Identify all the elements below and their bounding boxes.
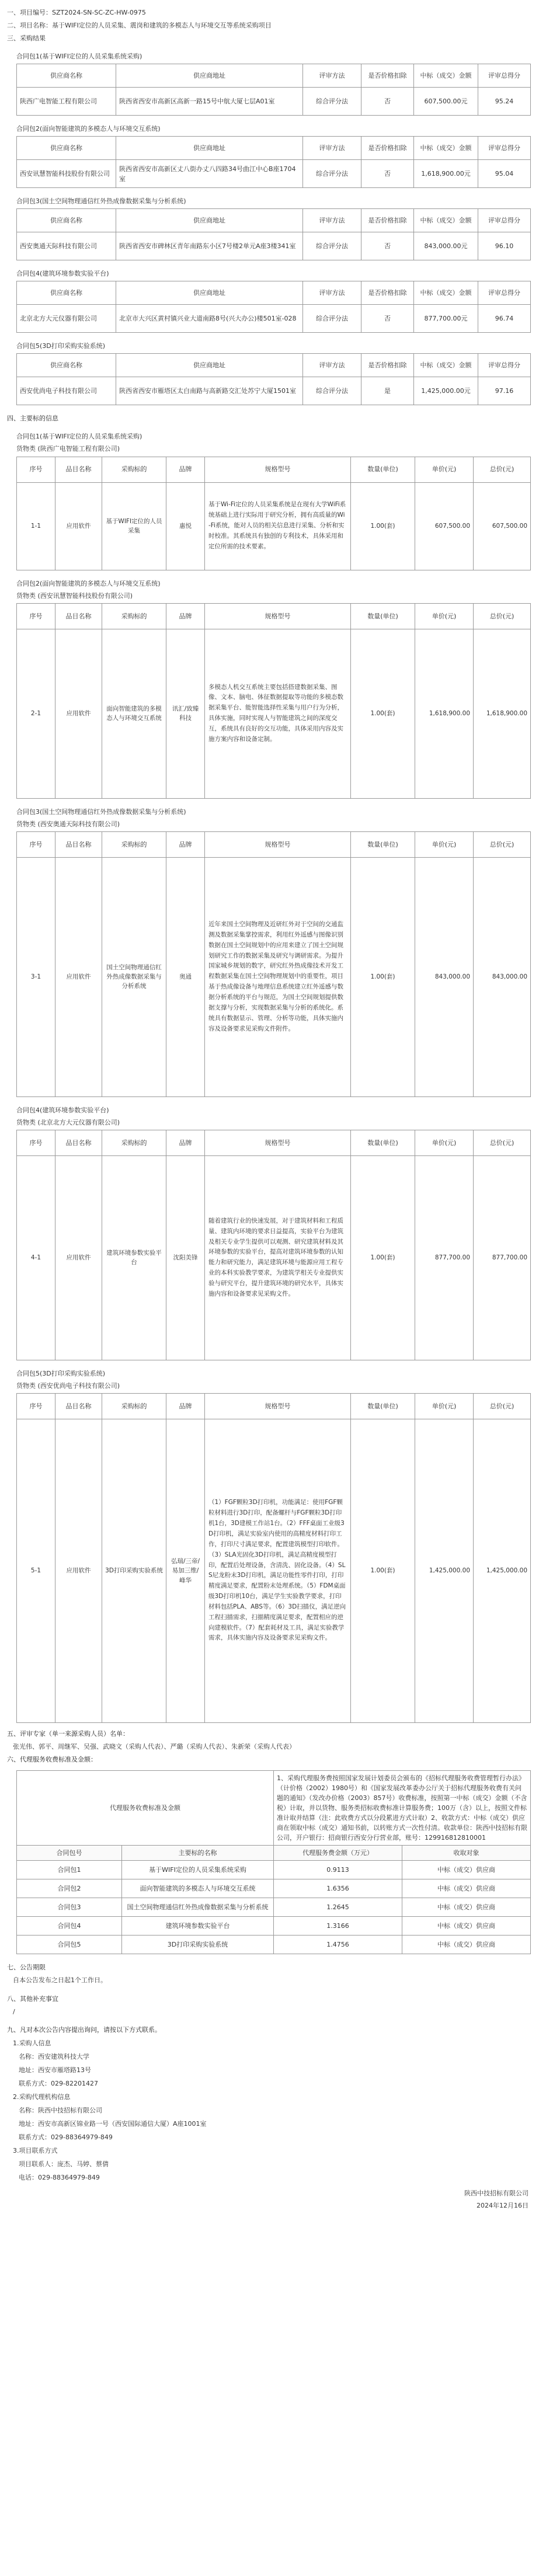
supplier-table-header: 供应商名称 xyxy=(17,64,116,88)
product-table-header: 数量(单位) xyxy=(351,457,415,482)
product-package-label: 合同包1(基于WIFI定位的人员采集系统采购) xyxy=(16,433,142,441)
supplier-package-label: 合同包3(国土空间物理通信红外热成像数据采集与分析系统) xyxy=(16,197,186,206)
table-row xyxy=(17,377,531,405)
agency-fee-cell: 1.6356 xyxy=(274,1879,402,1898)
supplier-table-header: 评审方法 xyxy=(303,137,361,160)
supplier-table-header: 中标（成交）金额 xyxy=(414,281,478,305)
product-supplier-label: 货物类 (西安优尚电子科技有限公司) xyxy=(16,1381,120,1390)
project-name: 二、项目名称：基于WIFI定位的人员采集、震岗和建筑的多模态人与环境交互等系统采购项目 xyxy=(7,22,272,30)
product-table-header: 单价(元) xyxy=(415,457,474,482)
product-cell: 基于Wi-Fi定位的人员采集系统是在现有大学WiFi系统基础上进行实际用于研究分析，拥有高质量的Wi-Fi系统，能对人员的相关信息进行采集、分析和实时校准。其系统具有独创的专利技术，具体采用和定位所需的技术要素。 xyxy=(205,482,351,570)
supplier-cell: 1,425,000.00元 xyxy=(414,377,478,405)
footer-signature xyxy=(7,2188,532,2211)
period-text: 自本公告发布之日起1个工作日。 xyxy=(13,1976,107,1985)
product-table-header: 品目名称 xyxy=(55,457,102,482)
footer-date: 2024年12月16日 xyxy=(477,2202,528,2210)
agency-fee-cell: 中标（成交）供应商 xyxy=(402,1917,531,1936)
supplier-cell: 96.74 xyxy=(478,305,531,333)
table-row xyxy=(17,1936,531,1954)
supplier-table-header: 评审方法 xyxy=(303,354,361,377)
product-table-header: 品目名称 xyxy=(55,831,102,857)
agency-header-amount: 代理服务费金额（万元） xyxy=(274,1846,402,1861)
agency-fee-cell: 1.2645 xyxy=(274,1898,402,1917)
table-row xyxy=(17,1155,531,1360)
product-table-header: 规格型号 xyxy=(205,603,351,629)
supplier-table-header: 中标（成交）金额 xyxy=(414,137,478,160)
section-heading-agency-fee: 六、代理服务收费标准及金额： xyxy=(7,1755,97,1763)
agency-address: 地址：西安市高新区锦业路一号（西安国际通信大厦）A座1001室 xyxy=(19,2119,207,2128)
supplier-table xyxy=(16,208,531,260)
product-table xyxy=(16,603,531,799)
other-text: / xyxy=(13,2007,15,2015)
agency-fee-cell: 合同包5 xyxy=(17,1936,122,1954)
product-cell: 3-1 xyxy=(17,857,55,1096)
product-package-label: 合同包2(面向智能建筑的多模态人与环境交互系统) xyxy=(16,579,161,587)
product-table-header: 采购标的 xyxy=(102,831,166,857)
agency-fee-cell: 基于WIFI定位的人员采集系统采购 xyxy=(122,1861,274,1879)
agency-fee-table xyxy=(16,1770,531,1954)
supplier-cell: 西安奥通天际科技有限公司 xyxy=(17,232,116,260)
agency-title: 2.采购代理机构信息 xyxy=(13,2093,71,2101)
product-table-header: 数量(单位) xyxy=(351,603,415,629)
supplier-cell: 综合评分法 xyxy=(303,88,361,116)
product-table-header: 数量(单位) xyxy=(351,831,415,857)
suppliers-block xyxy=(7,51,532,405)
product-table-header: 序号 xyxy=(17,457,55,482)
project-contact-phone: 电话：029-88364979-849 xyxy=(19,2174,100,2182)
supplier-table-header: 评审总得分 xyxy=(478,209,531,232)
table-row xyxy=(17,1898,531,1917)
product-table-header: 数量(单位) xyxy=(351,1130,415,1155)
supplier-cell: 否 xyxy=(361,88,414,116)
section-heading-period: 七、公告期限 xyxy=(7,1964,46,1972)
product-table-header: 规格型号 xyxy=(205,457,351,482)
product-table-header: 总价(元) xyxy=(474,1393,531,1419)
product-cell: 843,000.00 xyxy=(474,857,531,1096)
product-cell: 应用软件 xyxy=(55,1155,102,1360)
supplier-cell: 否 xyxy=(361,160,414,188)
supplier-table-header: 评审方法 xyxy=(303,64,361,88)
agency-fee-cell: 0.9113 xyxy=(274,1861,402,1879)
agency-fee-cell: 3D打印采购实验系统 xyxy=(122,1936,274,1954)
product-cell: 应用软件 xyxy=(55,629,102,798)
product-table-header: 规格型号 xyxy=(205,831,351,857)
product-cell: 1.00(套) xyxy=(351,629,415,798)
product-cell: 弘瑞/三帝/易加三维/峰华 xyxy=(166,1419,205,1722)
product-package-label: 合同包3(国土空间物理通信红外热成像数据采集与分析系统) xyxy=(16,807,186,816)
agency-fee-cell: 建筑环境参数实验平台 xyxy=(122,1917,274,1936)
product-table-header: 单价(元) xyxy=(415,831,474,857)
product-table-header: 采购标的 xyxy=(102,603,166,629)
product-table-header: 品目名称 xyxy=(55,1130,102,1155)
product-package-label: 合同包5(3D打印采购实验系统) xyxy=(16,1369,106,1377)
supplier-table-header: 评审方法 xyxy=(303,281,361,305)
product-table-header: 采购标的 xyxy=(102,1130,166,1155)
supplier-table-header: 是否价格扣除 xyxy=(361,209,414,232)
product-cell: 877,700.00 xyxy=(474,1155,531,1360)
product-cell: 877,700.00 xyxy=(415,1155,474,1360)
product-table-header: 序号 xyxy=(17,603,55,629)
supplier-cell: 是 xyxy=(361,377,414,405)
product-table-header: 总价(元) xyxy=(474,603,531,629)
agency-fee-cell: 合同包2 xyxy=(17,1879,122,1898)
supplier-cell: 北京市大兴区黄村镇兴业大道南路8号(兴大办公)楼501室-028 xyxy=(116,305,303,333)
purchaser-title: 1.采购人信息 xyxy=(13,2039,51,2047)
product-cell: 奥通 xyxy=(166,857,205,1096)
product-cell: 随着建筑行业的快速发展，对于建筑材料和工程质量、建筑内环境的要求日益提高，实验平台为建筑及相关专业学生提供可以观测、研究建筑材料及其环境参数的实验平台，提高对建筑环境参数的认知能力和研究能力，满足建筑环境与能源应用工程专业的本科实验教学要求，为建筑学相关专业提供实验与研究平台，提升建筑环境的研究水平，具体实施内容和设备要求见采购文件。 xyxy=(205,1155,351,1360)
supplier-table xyxy=(16,281,531,333)
agency-header-payer: 收取对象 xyxy=(402,1846,531,1861)
product-cell: 应用软件 xyxy=(55,482,102,570)
agency-fee-cell: 中标（成交）供应商 xyxy=(402,1898,531,1917)
table-row xyxy=(17,1419,531,1722)
supplier-table-header: 供应商名称 xyxy=(17,281,116,305)
supplier-table-header: 供应商地址 xyxy=(116,281,303,305)
project-number: 一、项目编号：SZT2024-SN-SC-ZC-HW-0975 xyxy=(7,9,146,16)
supplier-table-header: 中标（成交）金额 xyxy=(414,354,478,377)
product-cell: 应用软件 xyxy=(55,1419,102,1722)
product-table-header: 总价(元) xyxy=(474,1130,531,1155)
purchaser-address: 地址：西安市雁塔路13号 xyxy=(19,2066,91,2074)
supplier-cell: 陕西省西安市高新区高新一路15号中航大厦七层A01室 xyxy=(116,88,303,116)
product-table-header: 采购标的 xyxy=(102,1393,166,1419)
supplier-cell: 1,618,900.00元 xyxy=(414,160,478,188)
supplier-cell: 95.04 xyxy=(478,160,531,188)
supplier-cell: 综合评分法 xyxy=(303,232,361,260)
product-table-header: 单价(元) xyxy=(415,1393,474,1419)
product-package-label: 合同包4(建筑环境参数实验平台) xyxy=(16,1106,109,1114)
purchaser-name: 名称：西安建筑科技大学 xyxy=(19,2052,89,2060)
table-row xyxy=(17,1861,531,1879)
supplier-table-header: 中标（成交）金额 xyxy=(414,64,478,88)
product-cell: 1.00(套) xyxy=(351,857,415,1096)
supplier-cell: 综合评分法 xyxy=(303,305,361,333)
product-table-header: 采购标的 xyxy=(102,457,166,482)
supplier-table xyxy=(16,353,531,405)
supplier-cell: 陕西省西安市碑林区青年南路东小区7号楼2单元A座3楼341室 xyxy=(116,232,303,260)
product-table-header: 品牌 xyxy=(166,603,205,629)
product-table-header: 品牌 xyxy=(166,831,205,857)
product-cell: 1.00(套) xyxy=(351,1155,415,1360)
product-cell: 沈阳美锋 xyxy=(166,1155,205,1360)
product-cell: 1-1 xyxy=(17,482,55,570)
supplier-table-header: 中标（成交）金额 xyxy=(414,209,478,232)
supplier-package-label: 合同包1(基于WIFI定位的人员采集系统采购) xyxy=(16,53,142,61)
product-table-header: 序号 xyxy=(17,831,55,857)
agency-fee-cell: 合同包3 xyxy=(17,1898,122,1917)
supplier-table-header: 评审总得分 xyxy=(478,281,531,305)
supplier-table-header: 是否价格扣除 xyxy=(361,137,414,160)
product-table-header: 数量(单位) xyxy=(351,1393,415,1419)
agency-fee-cell: 合同包1 xyxy=(17,1861,122,1879)
product-table-header: 品牌 xyxy=(166,1130,205,1155)
agency-fee-cell: 面向智能建筑的多模态人与环境交互系统 xyxy=(122,1879,274,1898)
product-table-header: 规格型号 xyxy=(205,1130,351,1155)
supplier-table-header: 是否价格扣除 xyxy=(361,281,414,305)
supplier-cell: 西安讯慧智能科技股份有限公司 xyxy=(17,160,116,188)
product-cell: 1,618,900.00 xyxy=(415,629,474,798)
supplier-table xyxy=(16,136,531,188)
product-cell: 2-1 xyxy=(17,629,55,798)
product-cell: 1,618,900.00 xyxy=(474,629,531,798)
supplier-table-header: 评审总得分 xyxy=(478,354,531,377)
product-table-header: 序号 xyxy=(17,1130,55,1155)
supplier-table-header: 供应商名称 xyxy=(17,354,116,377)
product-table-header: 单价(元) xyxy=(415,1130,474,1155)
product-cell: 607,500.00 xyxy=(474,482,531,570)
section-heading-results: 三、采购结果 xyxy=(7,34,46,43)
supplier-cell: 877,700.00元 xyxy=(414,305,478,333)
supplier-table-header: 供应商地址 xyxy=(116,354,303,377)
supplier-cell: 97.16 xyxy=(478,377,531,405)
supplier-cell: 607,500.00元 xyxy=(414,88,478,116)
supplier-package-label: 合同包4(建筑环境参数实验平台) xyxy=(16,270,109,278)
agency-fee-cell: 合同包4 xyxy=(17,1917,122,1936)
product-table-header: 序号 xyxy=(17,1393,55,1419)
agency-contact: 联系方式：029-88364979-849 xyxy=(19,2133,113,2141)
table-row xyxy=(17,1879,531,1898)
supplier-package-label: 合同包2(面向智能建筑的多模态人与环境交互系统) xyxy=(16,125,161,133)
supplier-table-header: 供应商地址 xyxy=(116,64,303,88)
product-table-header: 总价(元) xyxy=(474,457,531,482)
contacts-block xyxy=(7,2025,532,2183)
supplier-table-header: 是否价格扣除 xyxy=(361,354,414,377)
product-cell: 1,425,000.00 xyxy=(415,1419,474,1722)
section-heading-experts: 五、评审专家（单一来源采购人员）名单： xyxy=(7,1729,129,1738)
supplier-cell: 否 xyxy=(361,305,414,333)
product-table xyxy=(16,831,531,1097)
product-table-header: 品目名称 xyxy=(55,603,102,629)
product-cell: 多模态人机交互系统主要包括搭建数据采集、图像、文本、脑电、体征数据提取等功能的多模态数据采集平台、能智能选择性采集与用户行为分析，具体实施，同时实现人与智能建筑之间的深度交互，系统具有良好的交互功能，具体采用内容及实施方案内容和设备定制。 xyxy=(205,629,351,798)
product-cell: 4-1 xyxy=(17,1155,55,1360)
purchaser-contact: 联系方式：029-82201427 xyxy=(19,2079,98,2087)
footer-org: 陕西中技招标有限公司 xyxy=(464,2189,528,2198)
product-cell: 基于WIFI定位的人员采集 xyxy=(102,482,166,570)
supplier-cell: 陕西省西安市高新区丈八街办丈八四路34号曲江中心B座1704室 xyxy=(116,160,303,188)
agency-name: 名称：陕西中技招标有限公司 xyxy=(19,2106,102,2114)
product-supplier-label: 货物类 (陕西广电智能工程有限公司) xyxy=(16,445,120,453)
supplier-table-header: 供应商地址 xyxy=(116,209,303,232)
product-table xyxy=(16,1130,531,1360)
agency-fee-cell: 1.4756 xyxy=(274,1936,402,1954)
table-row xyxy=(17,482,531,570)
product-cell: 建筑环境参数实验平台 xyxy=(102,1155,166,1360)
product-supplier-label: 货物类 (西安奥通天际科技有限公司) xyxy=(16,820,120,828)
section-heading-other: 八、其他补充事宜 xyxy=(7,1994,58,2003)
table-row xyxy=(17,629,531,798)
product-table xyxy=(16,1393,531,1723)
project-contact-title: 3.项目联系方式 xyxy=(13,2147,58,2155)
agency-fee-cell: 中标（成交）供应商 xyxy=(402,1936,531,1954)
agency-fee-cell: 中标（成交）供应商 xyxy=(402,1861,531,1879)
product-cell: 1,425,000.00 xyxy=(474,1419,531,1722)
table-row xyxy=(17,1917,531,1936)
project-contact-person: 项目联系人：庞杰、马婷、蔡倩 xyxy=(19,2160,109,2168)
product-cell: 惠悦 xyxy=(166,482,205,570)
section-heading-contacts: 九、凡对本次公告内容提出询问，请按以下方式联系。 xyxy=(7,2025,161,2034)
agency-fee-cell: 国土空间物理通信红外热成像数据采集与分析系统 xyxy=(122,1898,274,1917)
product-table-header: 品牌 xyxy=(166,1393,205,1419)
supplier-table-header: 供应商名称 xyxy=(17,137,116,160)
product-cell: 607,500.00 xyxy=(415,482,474,570)
agency-fee-label: 代理服务收费标准及金额 xyxy=(17,1771,274,1846)
products-block xyxy=(7,431,532,1722)
supplier-package-label: 合同包5(3D打印采购实验系统) xyxy=(16,342,106,350)
product-cell: 1.00(套) xyxy=(351,482,415,570)
table-row xyxy=(17,857,531,1096)
product-cell: 国土空间物理通信红外热成像数据采集与分析系统 xyxy=(102,857,166,1096)
agency-header-package: 合同包号 xyxy=(17,1846,122,1861)
product-supplier-label: 货物类 (北京北方大元仪器有限公司) xyxy=(16,1118,120,1126)
supplier-cell: 否 xyxy=(361,232,414,260)
product-cell: （1）FGF颗粒3D打印机，功能满足：使用FGF颗粒材料进行3D打印，配备螺杆与FGF颗粒3D打印机1台，3D建模工作站1台。（2）FFF桌面工业级3D打印机，满足实验室内使用的高精度材料打印工作，打印尺寸满足要求，配置建筑模型打印软件。（3）SLA光固化3D打印机，满足高精度模型打印，配置后处理设备，含清洗、固化设备。（4）SLS尼龙粉末3D打印机，满足功能性零件打印，打印精度满足要求，配置粉末处理系统。（5）FDM桌面级3D打印机10台，满足学生实验教学要求，打印材料包括PLA、ABS等。（6）3D扫描仪，满足逆向工程扫描需求，扫描精度满足要求，配置相应的逆向建模软件。（7）配套耗材及工具，满足实验教学需求，具体实施内容及设备要求见采购文件。 xyxy=(205,1419,351,1722)
agency-fee-cell: 中标（成交）供应商 xyxy=(402,1879,531,1898)
agency-header-item: 主要标的名称 xyxy=(122,1846,274,1861)
product-table-header: 品目名称 xyxy=(55,1393,102,1419)
supplier-table-header: 供应商地址 xyxy=(116,137,303,160)
supplier-table xyxy=(16,64,531,116)
supplier-cell: 北京北方大元仪器有限公司 xyxy=(17,305,116,333)
product-cell: 应用软件 xyxy=(55,857,102,1096)
supplier-table-header: 评审总得分 xyxy=(478,64,531,88)
supplier-table-header: 评审总得分 xyxy=(478,137,531,160)
supplier-table-header: 是否价格扣除 xyxy=(361,64,414,88)
supplier-table-header: 评审方法 xyxy=(303,209,361,232)
product-table-header: 总价(元) xyxy=(474,831,531,857)
product-cell: 近年来国土空间物理及近研红外对于空间的交通监测及数据采集掌控需求，利用红外遥感与图像识别数据在国土空间规划中的应用来建立了国土空间规划研究工作的数据采集及研究与调研需求。为提升国家城乡规划的数字，研究红外热成像技术开发工程数据采集在国土空间物理规划中的重要性，项目基于热成像设备与地理信息系统建立红外遥感与数据分析系统的平台与规范，为国土空间规划提供数据支撑与分析，实现数据采集与分析的系统化。系统具有数据显示、管理、分析等功能，具体实施内容及设备要求见采购文件附件。 xyxy=(205,857,351,1096)
product-cell: 3D打印采购实验系统 xyxy=(102,1419,166,1722)
supplier-cell: 96.10 xyxy=(478,232,531,260)
product-cell: 5-1 xyxy=(17,1419,55,1722)
product-table-header: 单价(元) xyxy=(415,603,474,629)
supplier-cell: 95.24 xyxy=(478,88,531,116)
product-supplier-label: 货物类 (西安讯慧智能科技股份有限公司) xyxy=(16,591,133,600)
experts-list: 张光伟、郭平、周继军、吴强、武晓文（采购人代表）、严璐（采购人代表）、朱新荣（采购人代表） xyxy=(13,1742,295,1750)
table-row xyxy=(17,232,531,260)
supplier-cell: 陕西广电智能工程有限公司 xyxy=(17,88,116,116)
product-cell: 843,000.00 xyxy=(415,857,474,1096)
table-row xyxy=(17,88,531,116)
product-table-header: 规格型号 xyxy=(205,1393,351,1419)
product-table-header: 品牌 xyxy=(166,457,205,482)
product-cell: 面向智能建筑的多模态人与环境交互系统 xyxy=(102,629,166,798)
supplier-cell: 综合评分法 xyxy=(303,160,361,188)
product-cell: 讯汇/致臻科技 xyxy=(166,629,205,798)
agency-fee-cell: 1.3166 xyxy=(274,1917,402,1936)
supplier-cell: 综合评分法 xyxy=(303,377,361,405)
supplier-table-header: 供应商名称 xyxy=(17,209,116,232)
product-cell: 1.00(套) xyxy=(351,1419,415,1722)
product-table xyxy=(16,457,531,570)
table-row xyxy=(17,160,531,188)
section-heading-main-info: 四、主要标的信息 xyxy=(7,415,58,423)
agency-fee-standard: 1、采购代理服务费按照国家发展计划委员会颁布的《招标代理服务收费管理暂行办法》（计价格（2002）1980号）和《国家发展改革委办公厅关于招标代理服务收费有关问题的通知》（发改办价格（2003）857号）收费标准，按照第一中标（成交）金额（不含税）计取，并以货物、服务类招标收费标准计算服务费；100万（含）以上，按照文件标准计取并结算（注：此收费方式以分段累进方式计取）2、收款方式：中标（成交）供应商在领取中标（成交）通知书前，以转账方式一次性付清。收款单位：陕西中技招标有限公司，开户银行：招商银行西安分行营业部，账号：129916812810001 xyxy=(274,1771,531,1846)
table-row xyxy=(17,305,531,333)
supplier-cell: 陕西省西安市雁塔区太白南路与高新路交汇处苏宁大厦1501室 xyxy=(116,377,303,405)
supplier-cell: 西安优尚电子科技有限公司 xyxy=(17,377,116,405)
supplier-cell: 843,000.00元 xyxy=(414,232,478,260)
